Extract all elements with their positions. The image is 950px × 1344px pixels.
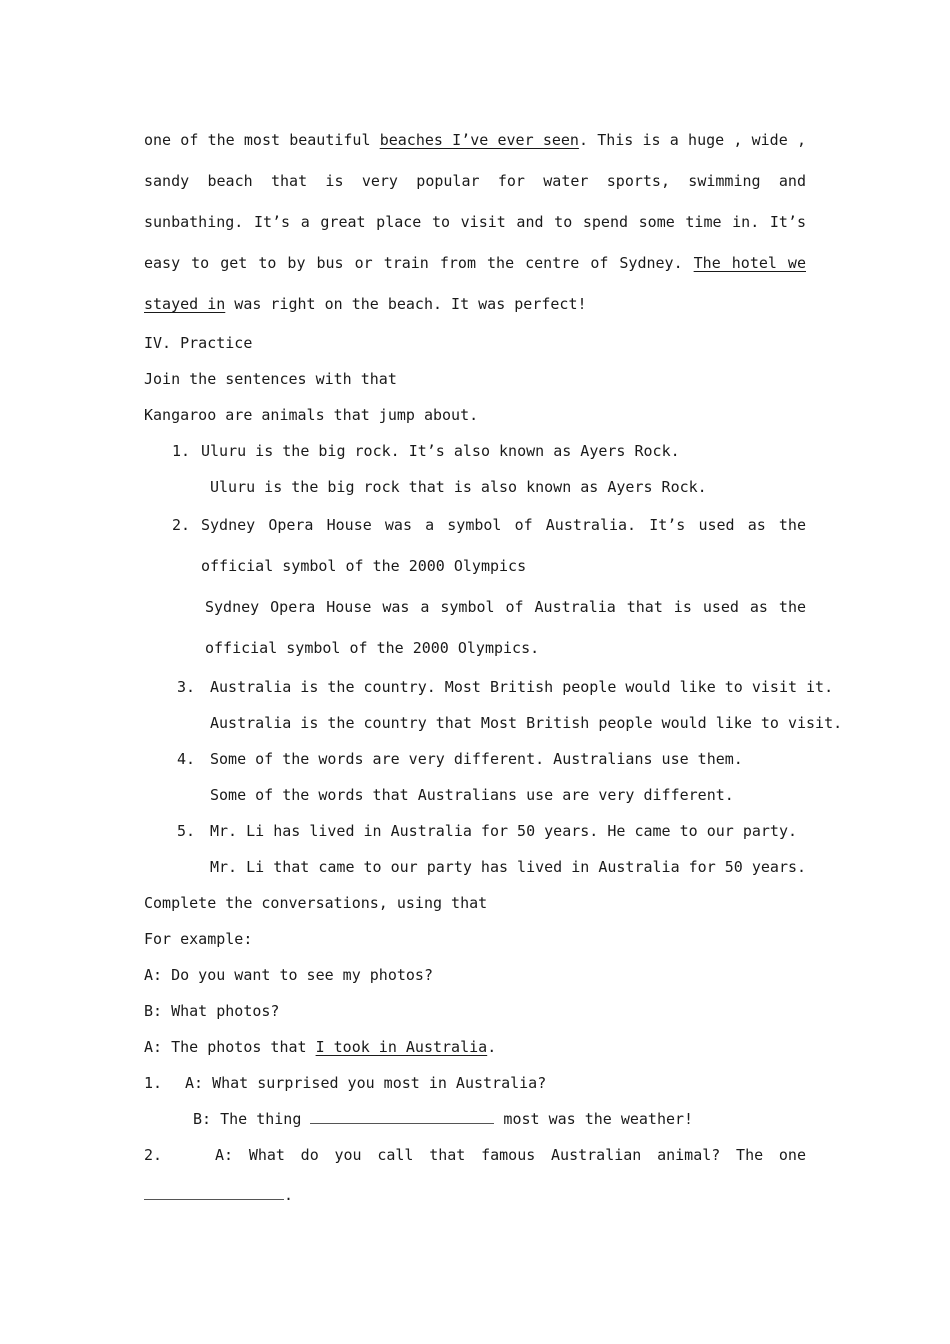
join-item-1	[144, 433, 806, 505]
join-item-2	[144, 505, 806, 669]
example-line-b1: B: What photos?	[144, 1002, 280, 1020]
join-item-4	[144, 741, 806, 813]
example-a2-prefix: A: The photos that	[144, 1038, 316, 1056]
instruction-complete: Complete the conversations, using that	[144, 894, 488, 912]
item-answer: Australia is the country that Most British people would like to visit.	[210, 714, 843, 732]
item-number: 2.	[172, 516, 191, 534]
passage-text-2: . This is a huge , wide , sandy beach that is very popular for water sports, swimming and sunbathing. It’s a great place to visit and to spend some time in. It’s easy to get to by bus or train from the centre of Sydney.	[144, 131, 806, 272]
conversation-2	[144, 1137, 806, 1173]
underlined-phrase-beaches: beaches I’ve ever seen	[379, 131, 579, 149]
item-question: Uluru is the big rock. It’s also known as Ayers Rock.	[201, 442, 680, 460]
item-number: 4.	[177, 750, 196, 768]
item-answer: Uluru is the big rock that is also known as Ayers Rock.	[210, 478, 707, 496]
item-answer: Mr. Li that came to our party has lived in Australia for 50 years.	[210, 858, 807, 876]
item-question: Mr. Li has lived in Australia for 50 years. He came to our party.	[210, 822, 797, 840]
example-line-a1: A: Do you want to see my photos?	[144, 966, 433, 984]
conversation-number: 1.	[144, 1074, 163, 1092]
item-number: 1.	[172, 442, 191, 460]
join-item-3	[144, 669, 843, 741]
conversation-2-blank-line	[144, 1173, 806, 1217]
item-number: 3.	[177, 678, 196, 696]
conversation-1-b-suffix: most was the weather!	[494, 1110, 694, 1128]
join-item-5	[144, 813, 806, 885]
conversation-2-end: .	[284, 1186, 294, 1204]
conversation-2-line-a: A: What do you call that famous Australian animal? The one	[215, 1146, 806, 1164]
example-a2-suffix: .	[487, 1038, 497, 1056]
item-question: Australia is the country. Most British people would like to visit it.	[210, 678, 834, 696]
instruction-join: Join the sentences with that	[144, 370, 397, 388]
item-answer: Some of the words that Australians use are very different.	[210, 786, 734, 804]
item-question: Sydney Opera House was a symbol of Australia. It’s used as the official symbol of the 2000 Olympics	[201, 516, 806, 575]
passage-text-1: one of the most beautiful	[144, 131, 380, 149]
section-title: IV. Practice	[144, 334, 253, 352]
passage-text-3: was right on the beach. It was perfect!	[225, 295, 587, 313]
for-example-label: For example:	[144, 930, 253, 948]
answer-blank[interactable]	[310, 1109, 494, 1124]
example-join: Kangaroo are animals that jump about.	[144, 406, 479, 424]
item-question: Some of the words are very different. Australians use them.	[210, 750, 743, 768]
item-number: 5.	[177, 822, 196, 840]
example-a2-underlined-answer: I took in Australia	[315, 1038, 488, 1056]
conversation-1	[144, 1065, 806, 1137]
answer-blank[interactable]	[144, 1185, 284, 1200]
conversation-number: 2.	[144, 1146, 163, 1164]
passage-paragraph	[144, 120, 806, 325]
conversation-1-line-a: A: What surprised you most in Australia?	[185, 1074, 547, 1092]
underlined-phrase-hotel: The hotel we stayed in	[144, 254, 806, 313]
example-line-a2	[144, 1029, 806, 1065]
document-page	[144, 120, 843, 1217]
conversation-1-b-prefix: B: The thing	[193, 1110, 311, 1128]
conversation-1-line-b	[193, 1101, 806, 1137]
item-answer: Sydney Opera House was a symbol of Australia that is used as the official symbol of the 2000 Olympics.	[205, 598, 806, 657]
